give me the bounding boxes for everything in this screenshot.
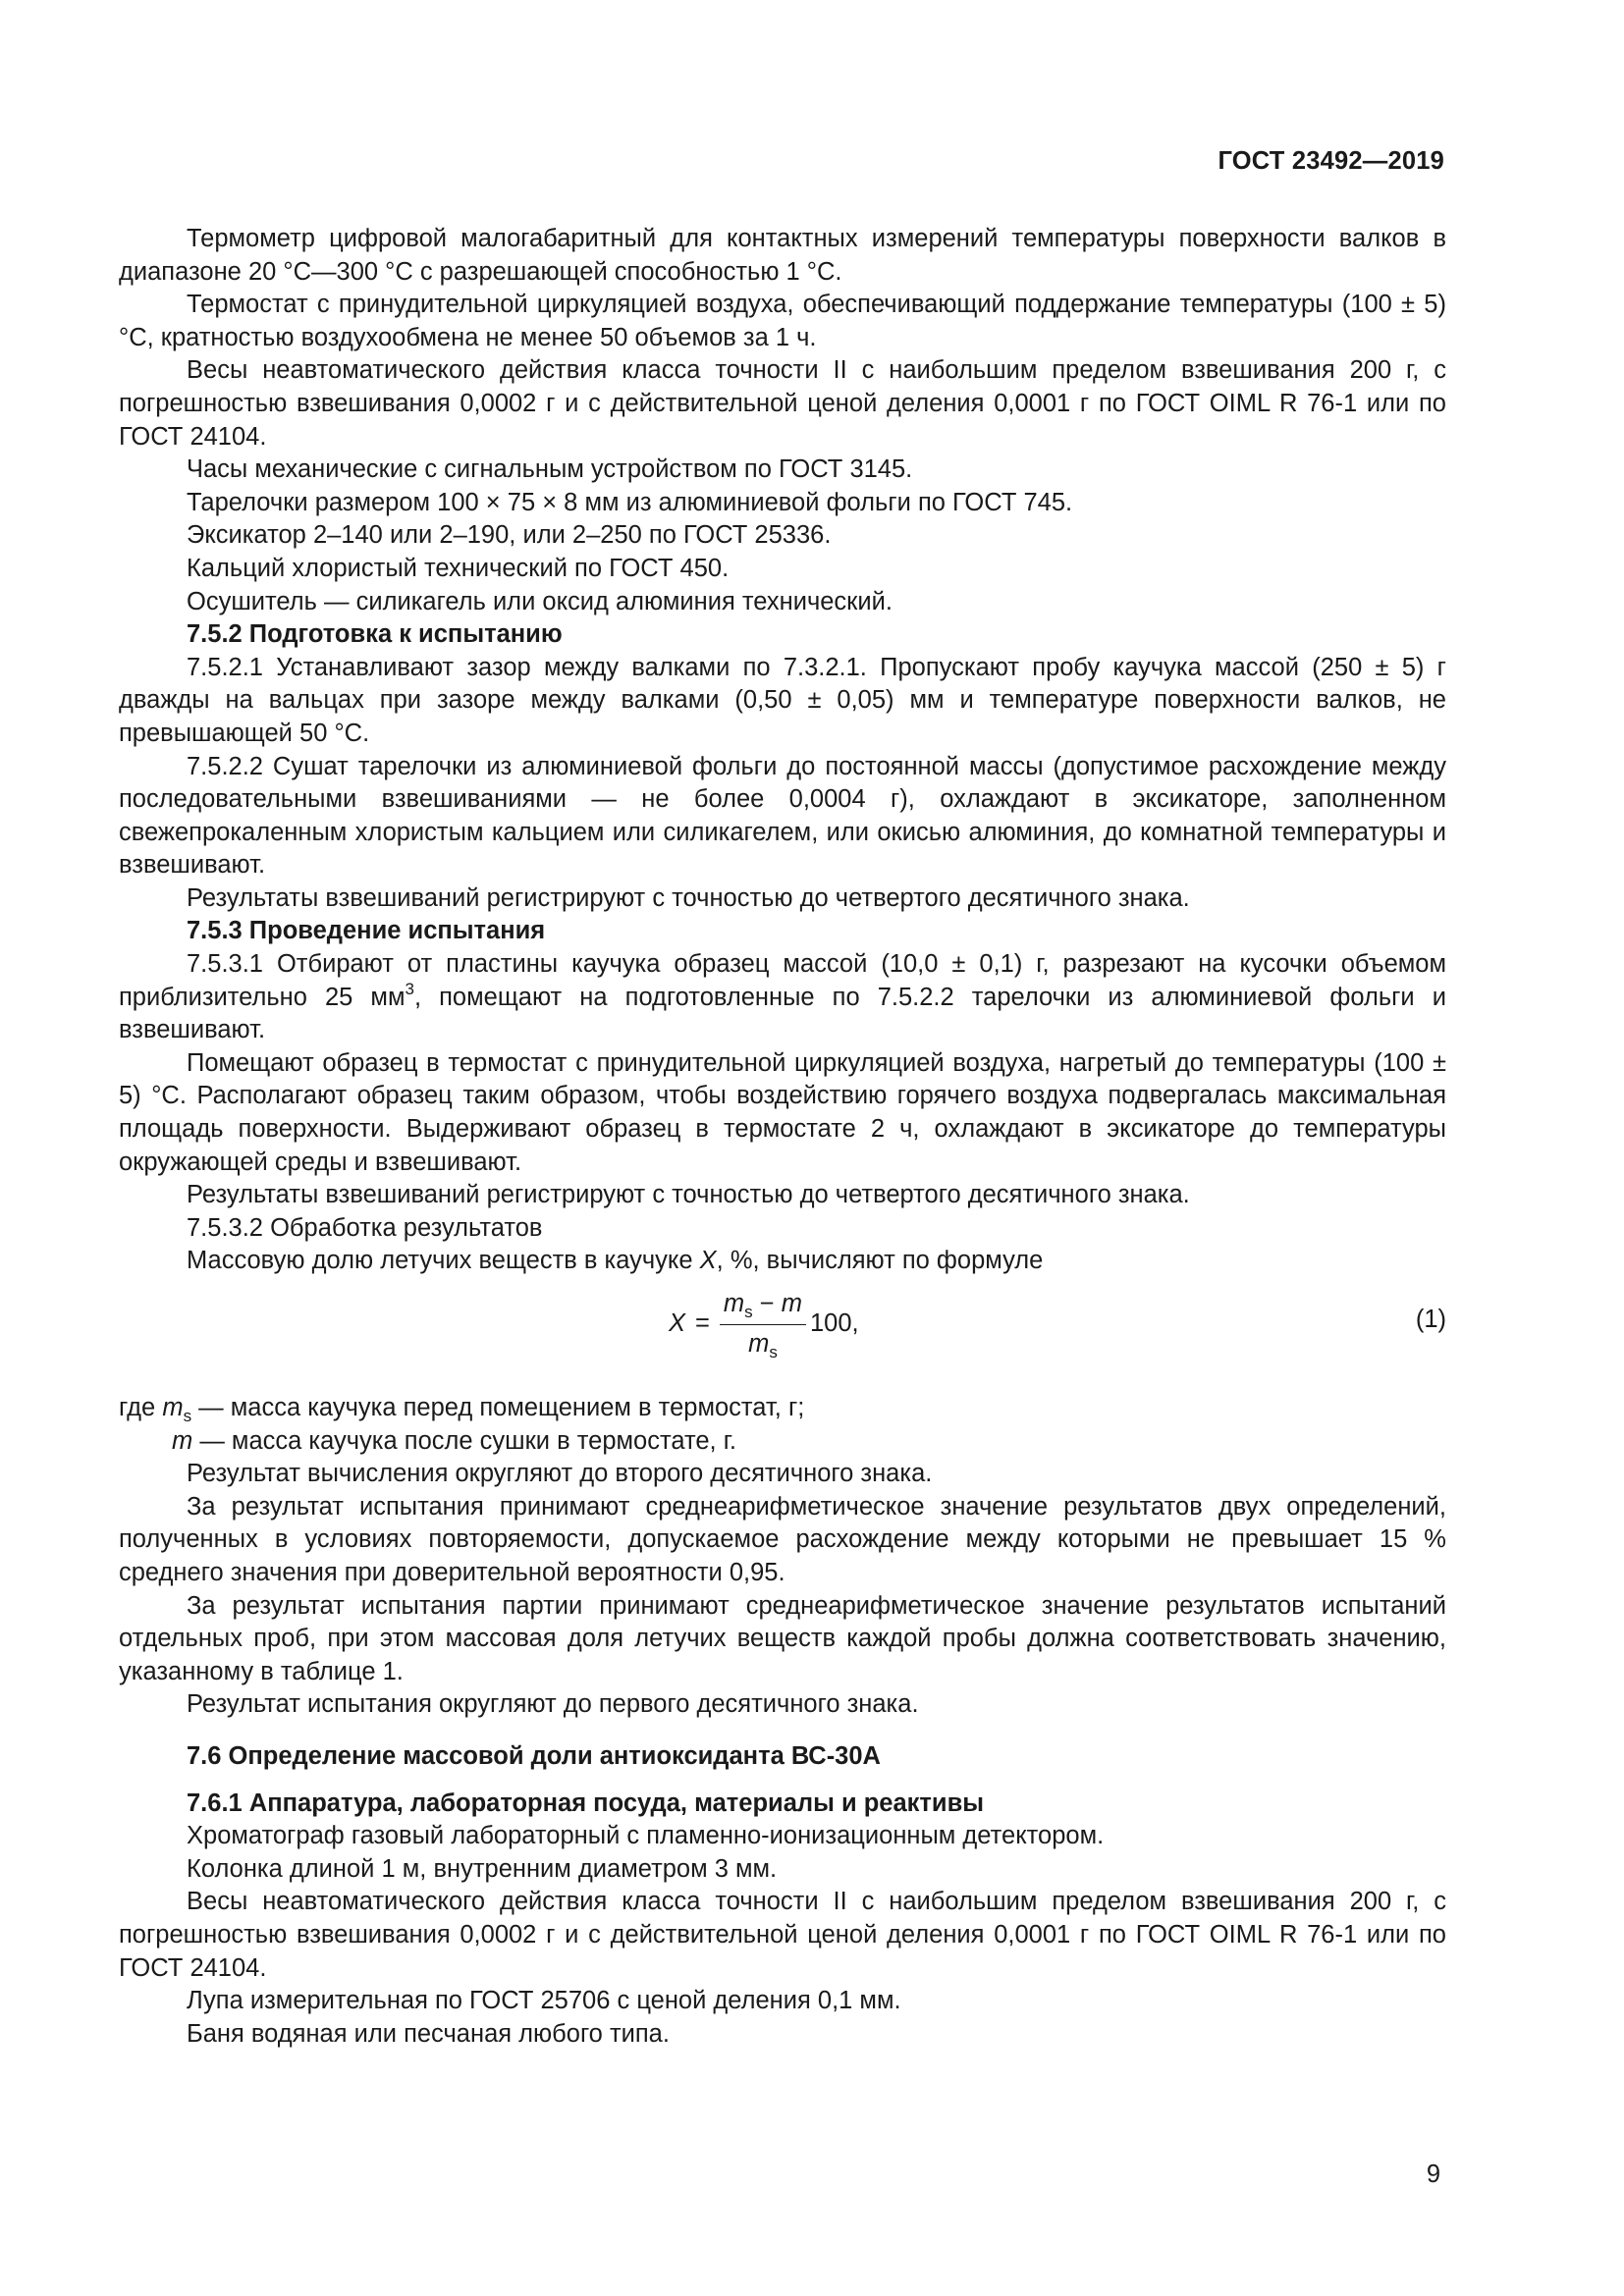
paragraph: Результат испытания округляют до первого десятичного знака.	[187, 1690, 919, 1719]
section-heading-7-5-2: 7.5.2 Подготовка к испытанию	[187, 620, 563, 649]
formula-subscript: s	[769, 1342, 778, 1362]
formula-intro	[119, 1245, 1446, 1278]
formula-equals: =	[695, 1309, 710, 1338]
formula-symbol: m	[172, 1426, 193, 1455]
paragraph: Помещают образец в термостат с принудительной циркуляцией воздуха, нагретый до температуры (100 ± 5) °С. Располагают образец таким образом, чтобы воздействию горячего воздуха подвергалась максимальная площадь поверхности. Выдерживают образец в термостате 2 ч, охлаждают в эксикаторе до температуры окружающей среды и взвешивают.	[119, 1048, 1446, 1176]
paragraph: Осушитель — силикагель или оксид алюминия технический.	[187, 587, 893, 615]
formula-intro-text: Массовую долю летучих веществ в каучуке	[187, 1247, 700, 1275]
page-number: 9	[1426, 2161, 1440, 2188]
paragraph: Результат вычисления округляют до второго десятичного знака.	[187, 1460, 933, 1488]
section-heading-7-6: 7.6 Определение массовой доли антиоксиданта ВС-30А	[187, 1741, 881, 1770]
section-heading-7-5-3: 7.5.3 Проведение испытания	[187, 917, 546, 945]
formula-numerator	[720, 1288, 806, 1325]
formula-subscript: s	[183, 1407, 192, 1425]
formula-block	[119, 1286, 1446, 1370]
formula-lhs: X	[669, 1309, 686, 1338]
document-code-header: ГОСТ 23492—2019	[1218, 147, 1444, 175]
paragraph: Баня водяная или песчаная любого типа.	[187, 2019, 670, 2048]
paragraph: Лупа измерительная по ГОСТ 25706 с ценой деления 0,1 мм.	[187, 1987, 901, 2015]
paragraph: Термометр цифровой малогабаритный для контактных измерений температуры поверхности валков в диапазоне 20 °С—300 °С с разрешающей способностью 1 °С.	[119, 225, 1446, 286]
equation-number: (1)	[1415, 1306, 1446, 1333]
formula-operator: −	[752, 1290, 782, 1317]
formula	[669, 1288, 859, 1361]
paragraph: Весы неавтоматического действия класса точности II с наибольшим пределом взвешивания 200 г, с погрешностью взвешивания 0,0002 г и с действительной ценой деления 0,0001 г по ГОСТ OIML R 76-1 или по ГОСТ 24104.	[119, 1888, 1446, 1982]
where-text: — масса каучука перед помещением в термостат, г;	[191, 1394, 805, 1421]
paragraph-7-5-3-1	[119, 948, 1446, 1047]
formula-symbol: m	[723, 1290, 745, 1317]
where-text: — масса каучука после сушки в термостате, г.	[192, 1426, 736, 1455]
paragraph: За результат испытания принимают среднеарифметическое значение результатов двух определений, полученных в условиях повторяемости, допускаемое расхождение между которыми не превышает 15 % среднего значения при доверительной вероятности 0,95.	[119, 1492, 1446, 1586]
where-prefix: где	[119, 1394, 163, 1421]
paragraph: Колонка длиной 1 м, внутренним диаметром 3 мм.	[187, 1854, 778, 1883]
paragraph: Термостат с принудительной циркуляцией воздуха, обеспечивающий поддержание температуры (100 ± 5) °С, кратностью воздухообмена не менее 50 объемов за 1 ч.	[119, 291, 1446, 351]
formula-symbol: m	[748, 1329, 770, 1358]
paragraph: Хроматограф газовый лабораторный с пламенно-ионизационным детектором.	[187, 1822, 1105, 1850]
paragraph: 7.5.2.2 Сушат тарелочки из алюминиевой фольги до постоянной массы (допустимое расхождение между последовательными взвешиваниями — не более 0,0004 г), охлаждают в эксикаторе, заполненном свежепрокаленным хлористым кальцием или силикагелем, или окисью алюминия, до комнатной температуры и взвешивают.	[119, 752, 1446, 880]
paragraph: 7.5.3.2 Обработка результатов	[187, 1213, 543, 1242]
paragraph: За результат испытания партии принимают среднеарифметическое значение результатов испытаний отдельных проб, при этом массовая доля летучих веществ каждой пробы должна соответствовать значению, указанному в таблице 1.	[119, 1591, 1446, 1685]
where-line-1	[119, 1392, 1446, 1425]
paragraph-text: , помещают на подготовленные по 7.5.2.2 тарелочки из алюминиевой фольги и взвешивают.	[119, 983, 1446, 1044]
formula-subscript: s	[744, 1303, 753, 1321]
paragraph: Тарелочки размером 100 × 75 × 8 мм из алюминиевой фольги по ГОСТ 745.	[187, 488, 1073, 516]
where-line-2	[119, 1425, 1446, 1459]
formula-symbol: m	[162, 1394, 184, 1421]
formula-intro-text: , %, вычисляют по формуле	[716, 1247, 1044, 1275]
paragraph-text: 7.5.3.1 Отбирают от пластины каучука образец массой (10,0 ± 0,1) г, разрезают на кусочки объемом приблизительно 25 мм	[119, 950, 1446, 1011]
formula-fraction	[720, 1288, 806, 1361]
paragraph: Часы механические с сигнальным устройством по ГОСТ 3145.	[187, 455, 913, 484]
formula-intro-var: X	[699, 1247, 717, 1275]
section-heading-7-6-1: 7.6.1 Аппаратура, лабораторная посуда, материалы и реактивы	[187, 1789, 985, 1817]
paragraph: Эксикатор 2–140 или 2–190, или 2–250 по ГОСТ 25336.	[187, 521, 832, 550]
paragraph: Результаты взвешиваний регистрируют с точностью до четвертого десятичного знака.	[187, 1181, 1190, 1209]
formula-denominator	[748, 1325, 778, 1362]
paragraph: Кальций хлористый технический по ГОСТ 450.	[187, 554, 730, 582]
paragraph: Результаты взвешиваний регистрируют с точностью до четвертого десятичного знака.	[187, 883, 1190, 912]
paragraph: 7.5.2.1 Устанавливают зазор между валками по 7.3.2.1. Пропускают пробу каучука массой (250 ± 5) г дважды на вальцах при зазоре между валками (0,50 ± 0,05) мм и температуре поверхности валков, не превышающей 50 °С.	[119, 653, 1446, 747]
superscript: 3	[405, 979, 414, 998]
formula-symbol: m	[781, 1290, 802, 1317]
document-body	[119, 223, 1446, 2051]
paragraph: Весы неавтоматического действия класса точности II с наибольшим пределом взвешивания 200 г, с погрешностью взвешивания 0,0002 г и с действительной ценой деления 0,0001 г по ГОСТ OIML R 76-1 или по ГОСТ 24104.	[119, 356, 1446, 451]
formula-tail: 100,	[809, 1309, 859, 1338]
